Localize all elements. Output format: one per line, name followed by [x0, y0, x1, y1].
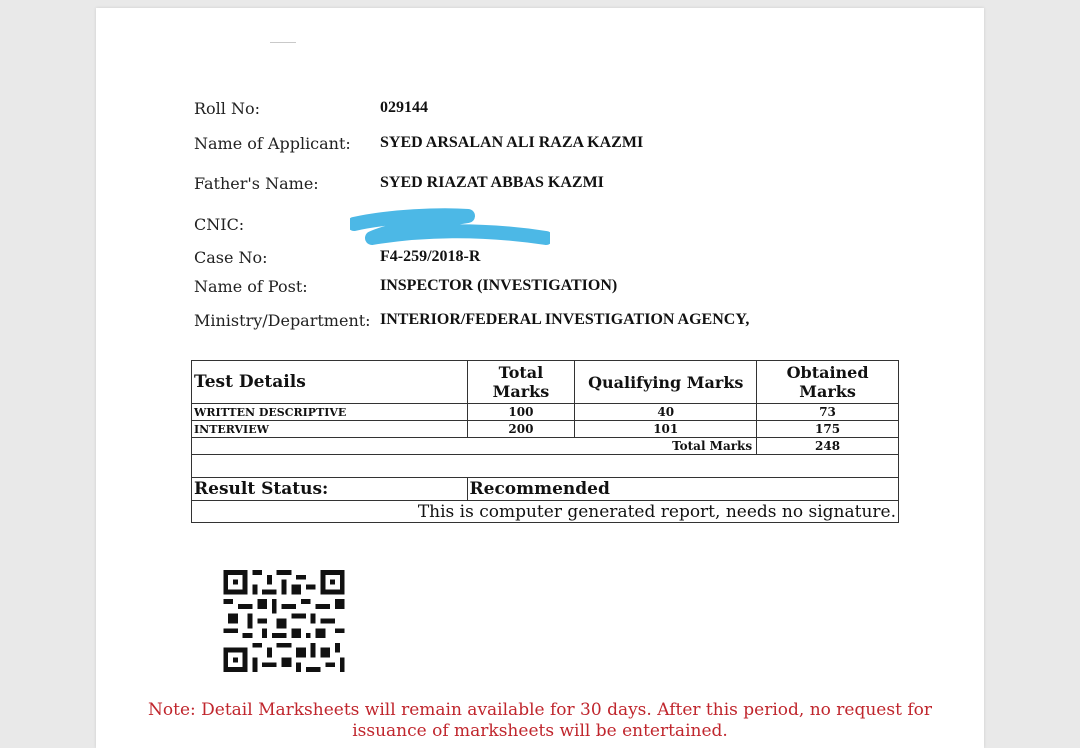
- name-label: Name of Applicant:: [194, 134, 351, 153]
- cell-total: 200: [467, 421, 575, 438]
- header-total-line1: Total: [498, 363, 544, 382]
- roll-label: Roll No:: [194, 99, 261, 118]
- result-status-value: Recommended: [467, 478, 899, 501]
- qr-code: [222, 570, 346, 672]
- ministry-label: Ministry/Department:: [194, 311, 371, 330]
- signature-note: This is computer generated report, needs no signature.: [192, 501, 899, 523]
- result-status-label: Result Status:: [192, 478, 468, 501]
- table-header-row: [192, 361, 899, 404]
- total-marks-value: 248: [757, 438, 899, 455]
- table-row: [192, 421, 899, 438]
- marks-table: [191, 360, 899, 523]
- header-total-line2: Marks: [492, 382, 550, 401]
- redaction-scribble: [350, 208, 550, 248]
- name-value: SYED ARSALAN ALI RAZA KAZMI: [380, 134, 644, 151]
- roll-value: 029144: [380, 99, 428, 116]
- spacer-cell: [192, 455, 899, 478]
- case-label: Case No:: [194, 248, 268, 267]
- header-test-details: Test Details: [192, 361, 468, 404]
- cell-qualifying: 101: [575, 421, 757, 438]
- cell-total: 100: [467, 404, 575, 421]
- header-total-marks: [467, 361, 575, 404]
- availability-note: Note: Detail Marksheets will remain available for 30 days. After this period, no request for issuance of marksheets will be entertained.: [148, 700, 932, 741]
- result-row: [192, 478, 899, 501]
- header-obtained-line1: Obtained: [786, 363, 869, 382]
- father-value: SYED RIAZAT ABBAS KAZMI: [380, 174, 604, 191]
- post-value: INSPECTOR (INVESTIGATION): [380, 277, 618, 294]
- cell-obtained: 73: [757, 404, 899, 421]
- header-qualifying-marks: Qualifying Marks: [575, 361, 757, 404]
- table-row: [192, 404, 899, 421]
- father-label: Father's Name:: [194, 174, 319, 193]
- ministry-value: INTERIOR/FEDERAL INVESTIGATION AGENCY,: [380, 311, 750, 328]
- total-marks-label: Total Marks: [192, 438, 757, 455]
- header-obtained-line2: Marks: [799, 382, 856, 401]
- page-header-mark: [270, 42, 296, 47]
- cell-test: WRITTEN DESCRIPTIVE: [192, 404, 468, 421]
- total-row: [192, 438, 899, 455]
- cell-qualifying: 40: [575, 404, 757, 421]
- cell-test: INTERVIEW: [192, 421, 468, 438]
- spacer-row: [192, 455, 899, 478]
- cell-obtained: 175: [757, 421, 899, 438]
- header-obtained-marks: [757, 361, 899, 404]
- case-value: F4-259/2018-R: [380, 248, 481, 265]
- post-label: Name of Post:: [194, 277, 308, 296]
- cnic-label: CNIC:: [194, 215, 245, 234]
- signature-note-row: [192, 501, 899, 523]
